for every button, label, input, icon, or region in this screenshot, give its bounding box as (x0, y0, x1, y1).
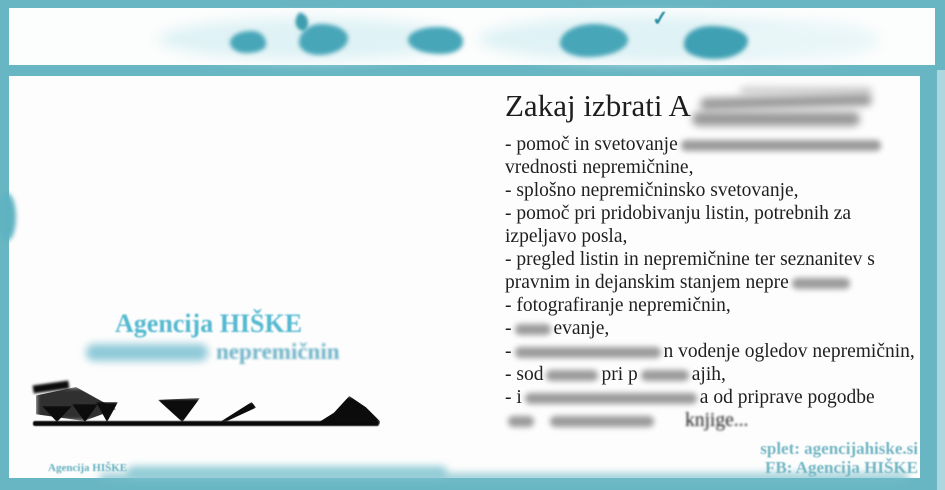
list-line (505, 317, 925, 340)
list-text-fragment: - fotografiranje nepremičnin, (505, 295, 731, 316)
redacted-scribble (158, 398, 200, 422)
list-line (505, 225, 925, 248)
list-line (505, 363, 925, 386)
list-line (505, 248, 925, 271)
redacted-scribble (316, 396, 380, 424)
redacted-smudge (792, 278, 850, 289)
redacted-heading-blur (700, 94, 872, 110)
list-text-fragment: - (505, 318, 512, 339)
benefits-list (505, 133, 925, 432)
checkmark-icon: ✓ (650, 7, 670, 31)
redacted-smudge (641, 370, 689, 381)
list-text-fragment: izpeljavo posla, (505, 226, 628, 247)
list-text-fragment: - (505, 341, 512, 362)
list-line (505, 179, 925, 202)
list-text-fragment: - pomoč in svetovanje (505, 134, 678, 155)
redacted-smudge (508, 416, 534, 427)
redacted-scribble (220, 402, 256, 422)
redacted-smudge (515, 347, 661, 358)
list-text-fragment: pri p (601, 364, 638, 385)
banner-wash (729, 22, 879, 58)
list-line (505, 202, 925, 225)
list-line (505, 271, 925, 294)
list-text-fragment: - pomoč pri pridobivanju listin, potrebnih za (505, 203, 852, 224)
list-text-fragment: n vodenje ogledov nepremičnin, (663, 341, 915, 362)
list-text-fragment: - i (505, 387, 522, 408)
brand-subtitle-word: nepremičnin (216, 339, 340, 364)
banner-strip (9, 8, 935, 65)
list-text-fragment: evanje, (553, 318, 610, 339)
logo-blob-blurred (230, 31, 266, 53)
brand-title: Agencija HIŠKE (115, 309, 303, 338)
list-text-fragment: - sod (505, 364, 544, 385)
page-edge-highlight (937, 70, 945, 490)
section-heading: Zakaj izbrati A (505, 88, 691, 123)
list-line (505, 294, 925, 317)
list-text-fragment: vrednosti nepremičnine, (505, 157, 694, 178)
list-line (505, 409, 925, 432)
redacted-smudge (550, 416, 654, 427)
contact-web: splet: agencijahiske.si (760, 439, 918, 458)
list-text-fragment: ajih, (691, 364, 726, 385)
footer-brand-label: Agencija HIŠKE (48, 462, 128, 474)
content-panel (9, 76, 920, 478)
list-text-fragment: - splošno nepremičninsko svetovanje, (505, 180, 799, 201)
contact-facebook: FB: Agencija HIŠKE (764, 457, 918, 477)
blur-trail (127, 466, 447, 478)
list-text-fragment: a od priprave pogodbe (699, 387, 875, 408)
list-line (505, 340, 925, 363)
redacted-heading-blur (692, 112, 860, 126)
signature-underline (33, 421, 379, 426)
list-line (505, 386, 925, 409)
redacted-word-blur (86, 344, 208, 361)
redacted-smudge (525, 393, 697, 404)
redacted-heading-blur (740, 87, 872, 94)
contact-block (760, 440, 918, 477)
list-line (505, 156, 925, 179)
redacted-smudge (515, 324, 551, 335)
redacted-smudge (681, 140, 881, 151)
brand-subtitle (86, 339, 340, 367)
list-text-blurred: knjige... (685, 410, 749, 431)
list-text-fragment: pravnim in dejanskim stanjem nepre (505, 272, 789, 293)
list-text-fragment: - pregled listin in nepremičnine ter seznanitev s (505, 249, 875, 270)
redacted-smudge (546, 370, 598, 381)
list-line (505, 133, 925, 156)
